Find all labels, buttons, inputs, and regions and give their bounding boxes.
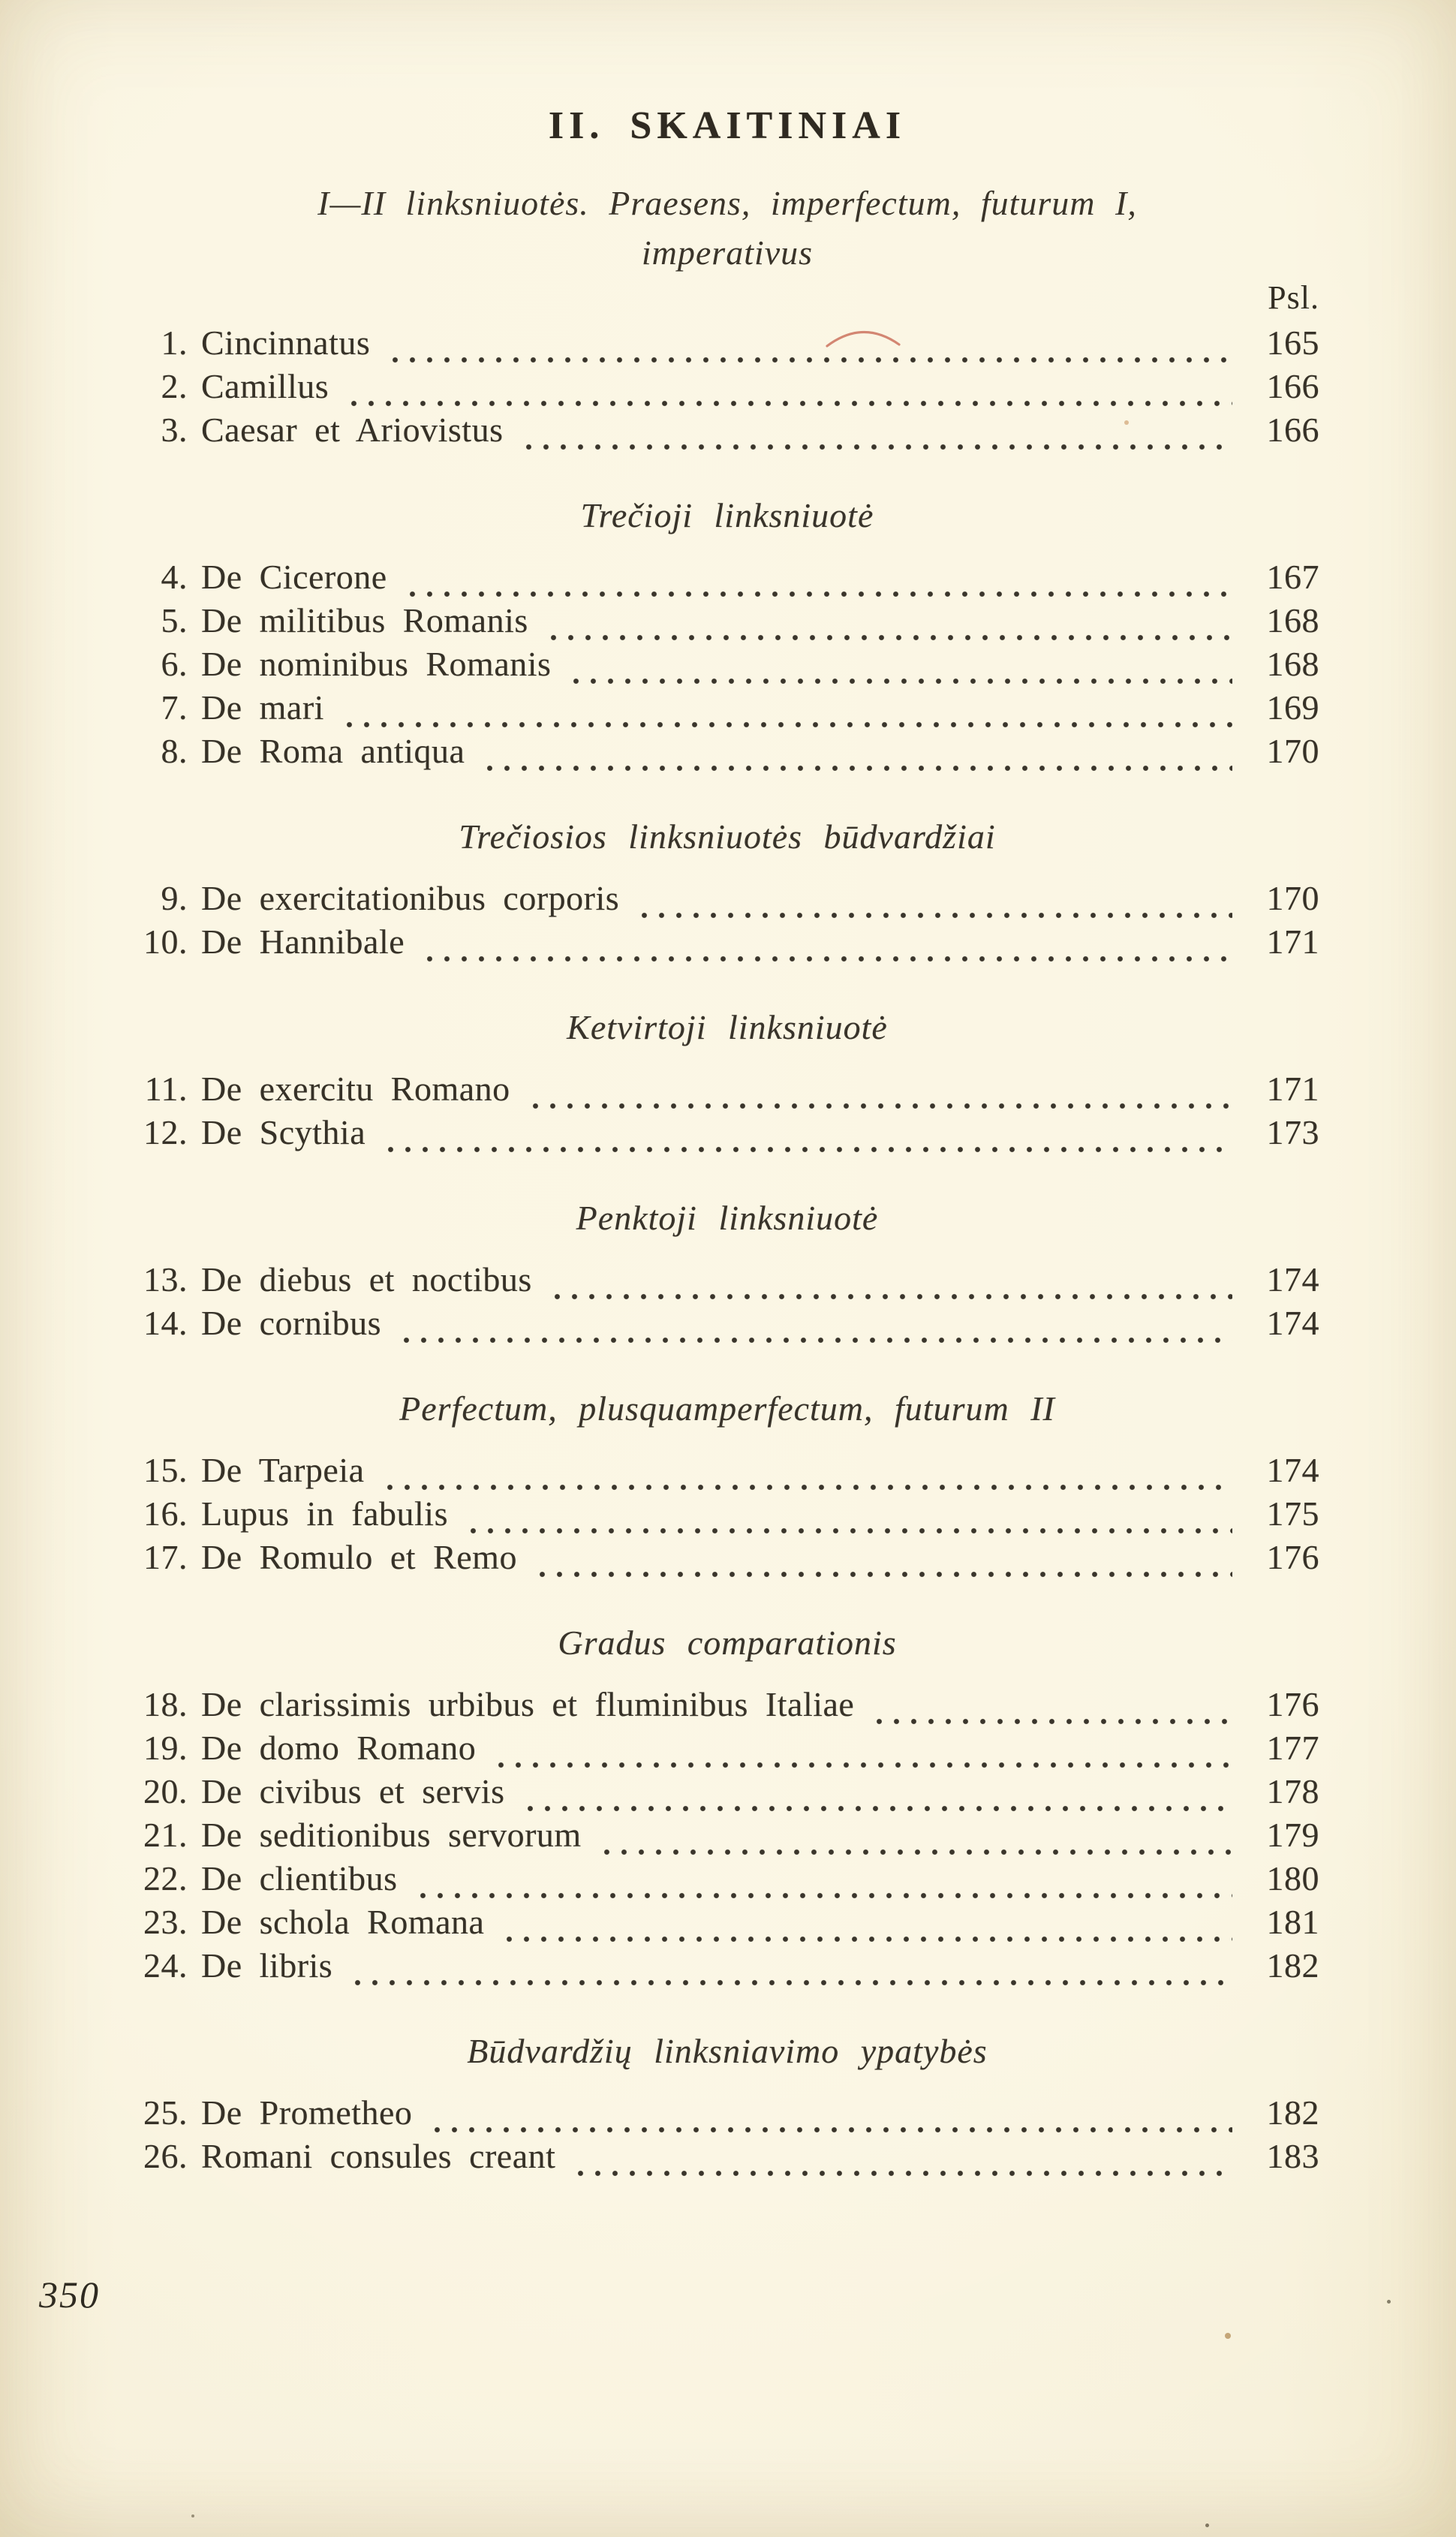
dot-leader [393,1335,1232,1345]
toc-item-number: 16. [143,1494,188,1533]
toc-row [135,321,1319,365]
paper-speck [1124,420,1129,425]
toc-item-title: De seditionibus servorum [201,1816,582,1854]
toc-row [135,1449,1319,1492]
toc-item-title: De militibus Romanis [201,601,528,640]
dot-leader [529,1569,1232,1579]
dot-leader [567,2168,1232,2178]
toc-item-number: 24. [143,1946,188,1985]
toc-item-title: Romani consules creant [201,2137,556,2175]
toc-item-number: 21. [143,1816,188,1854]
toc-row [135,365,1319,408]
toc-section [135,321,1319,452]
section-heading: Trečiosios linksniuotės būdvardžiai [459,817,996,856]
toc-row [135,920,1319,964]
toc-item-title: De Romulo et Remo [201,1538,517,1576]
toc-item-number: 20. [143,1772,188,1810]
page-folio-number: 350 [39,2274,100,2316]
toc-item-title: De libris [201,1946,333,1985]
toc-item-title: De domo Romano [201,1729,477,1767]
toc-item-page: 168 [1266,645,1319,683]
toc-item-title: De diebus et noctibus [201,1260,532,1299]
toc-item-title: De Scythia [201,1113,366,1151]
toc-row [135,599,1319,643]
toc-item-page: 174 [1266,1260,1319,1299]
dot-leader [522,1101,1232,1111]
toc-item-number: 14. [143,1304,188,1342]
toc-section [135,1683,1319,1988]
toc-row [135,1536,1319,1579]
dot-leader [410,1891,1233,1900]
dot-leader [424,2125,1232,2135]
toc-item-page: 182 [1266,1946,1319,1985]
toc-row [135,730,1319,773]
toc-row [135,2091,1319,2135]
toc-item-title: De Tarpeia [201,1451,365,1489]
toc-item-title: De Cicerone [201,558,387,596]
dot-leader [631,910,1232,920]
dot-leader [544,1292,1232,1302]
toc-item-title: De exercitationibus corporis [201,879,620,917]
toc-row [135,1302,1319,1345]
toc-item-page: 167 [1266,558,1319,596]
dot-leader [594,1847,1232,1857]
toc-row [135,1770,1319,1813]
toc-row [135,555,1319,599]
toc-row [135,1492,1319,1536]
dot-leader [488,1760,1232,1770]
dot-leader [516,442,1233,452]
toc-item-page: 165 [1266,324,1319,362]
toc-item-number: 5. [161,601,188,640]
dot-leader [336,720,1232,730]
toc-item-page: 181 [1266,1903,1319,1941]
toc-row [135,1813,1319,1857]
toc-content-column [135,0,1319,2178]
toc-item-page: 176 [1266,1538,1319,1576]
chapter-subtitle [135,179,1319,278]
paper-speck [1205,2523,1209,2527]
dot-leader [344,1978,1232,1988]
toc-row [135,643,1319,686]
toc-section [135,1067,1319,1154]
toc-item-number: 2. [161,367,188,405]
toc-item-number: 7. [161,688,188,727]
section-heading: Gradus comparationis [558,1624,897,1662]
toc-item-title: Camillus [201,367,329,405]
toc-item-title: Cincinnatus [201,324,371,362]
toc-item-page: 169 [1266,688,1319,727]
toc-item-page: 178 [1266,1772,1319,1810]
toc-item-title: De clientibus [201,1859,398,1897]
dot-leader [460,1526,1232,1536]
section-heading: Trečioji linksniuotė [580,496,874,534]
toc-item-number: 19. [143,1729,188,1767]
toc-item-title: De civibus et servis [201,1772,505,1810]
dot-leader [382,355,1232,365]
toc-row [135,1726,1319,1770]
chapter-subtitle-line2: imperativus [641,233,814,272]
toc-section [135,2091,1319,2178]
toc-item-number: 11. [144,1070,188,1108]
toc-section [135,555,1319,773]
toc-item-title: De schola Romana [201,1903,485,1941]
toc-item-title: De nominibus Romanis [201,645,552,683]
toc-item-title: De cornibus [201,1304,382,1342]
toc-item-number: 8. [161,732,188,770]
toc-item-page: 175 [1266,1494,1319,1533]
section-heading: Būdvardžių linksniavimo ypatybės [467,2032,988,2070]
toc-item-number: 17. [143,1538,188,1576]
toc-item-title: Lupus in fabulis [201,1494,448,1533]
toc-item-page: 173 [1266,1113,1319,1151]
toc-row [135,1067,1319,1111]
toc-section [135,1449,1319,1579]
toc-item-page: 183 [1266,2137,1319,2175]
section-heading: Penktoji linksniuotė [576,1199,879,1237]
toc-item-number: 10. [143,922,188,961]
toc-row [135,1111,1319,1154]
dot-leader [417,954,1232,964]
toc-item-number: 15. [143,1451,188,1489]
dot-leader [477,763,1232,773]
toc-row [135,2135,1319,2178]
toc-row [135,1857,1319,1900]
toc-item-page: 182 [1266,2093,1319,2132]
toc-item-number: 25. [143,2093,188,2132]
dot-leader [378,1145,1232,1154]
toc-row [135,877,1319,920]
toc-item-page: 180 [1266,1859,1319,1897]
toc-item-page: 166 [1266,411,1319,449]
toc-item-number: 23. [143,1903,188,1941]
dot-leader [866,1717,1232,1726]
toc-section [135,1258,1319,1345]
dot-leader [377,1482,1232,1492]
toc-item-number: 4. [161,558,188,596]
dot-leader [517,1804,1232,1813]
toc-item-title: De Roma antiqua [201,732,465,770]
page-title: II. SKAITINIAI [548,104,907,147]
toc-item-page: 171 [1266,922,1319,961]
toc-item-page: 174 [1266,1451,1319,1489]
toc-item-page: 170 [1266,879,1319,917]
toc-row [135,1258,1319,1302]
toc-row [135,1683,1319,1726]
toc-item-title: De exercitu Romano [201,1070,510,1108]
toc-item-page: 176 [1266,1685,1319,1723]
toc-item-page: 174 [1266,1304,1319,1342]
chapter-subtitle-line1: I—II linksniuotės. Praesens, imperfectum, futurum I, [317,184,1137,222]
paper-speck [1387,2300,1391,2304]
section-heading: Ketvirtoji linksniuotė [567,1008,888,1046]
toc-item-number: 6. [161,645,188,683]
paper-speck [191,2514,194,2517]
toc-item-title: De Prometheo [201,2093,413,2132]
dot-leader [496,1934,1232,1944]
toc-item-number: 26. [143,2137,188,2175]
toc-item-title: De mari [201,688,324,727]
toc-item-number: 12. [143,1113,188,1151]
toc-item-title: De Hannibale [201,922,405,961]
toc-item-number: 13. [143,1260,188,1299]
toc-item-number: 3. [161,411,188,449]
toc-item-number: 22. [143,1859,188,1897]
toc-item-title: Caesar et Ariovistus [201,411,504,449]
toc-item-number: 18. [143,1685,188,1723]
dot-leader [399,589,1232,599]
page-column-label: Psl. [1268,279,1319,316]
dot-leader [540,633,1232,643]
toc-item-title: De clarissimis urbibus et fluminibus Italiae [201,1685,855,1723]
section-heading: Perfectum, plusquamperfectum, futurum II [399,1389,1055,1428]
toc-section [135,877,1319,964]
toc-item-page: 179 [1266,1816,1319,1854]
toc-row [135,686,1319,730]
toc-row [135,1900,1319,1944]
toc-item-page: 170 [1266,732,1319,770]
toc-item-page: 177 [1266,1729,1319,1767]
toc-row [135,1944,1319,1988]
dot-leader [563,676,1232,686]
toc-item-number: 9. [161,879,188,917]
paper-speck [1225,2333,1231,2339]
dot-leader [341,399,1232,408]
toc-item-page: 171 [1266,1070,1319,1108]
toc-row [135,408,1319,452]
toc-item-page: 168 [1266,601,1319,640]
toc-item-page: 166 [1266,367,1319,405]
toc-item-number: 1. [161,324,188,362]
